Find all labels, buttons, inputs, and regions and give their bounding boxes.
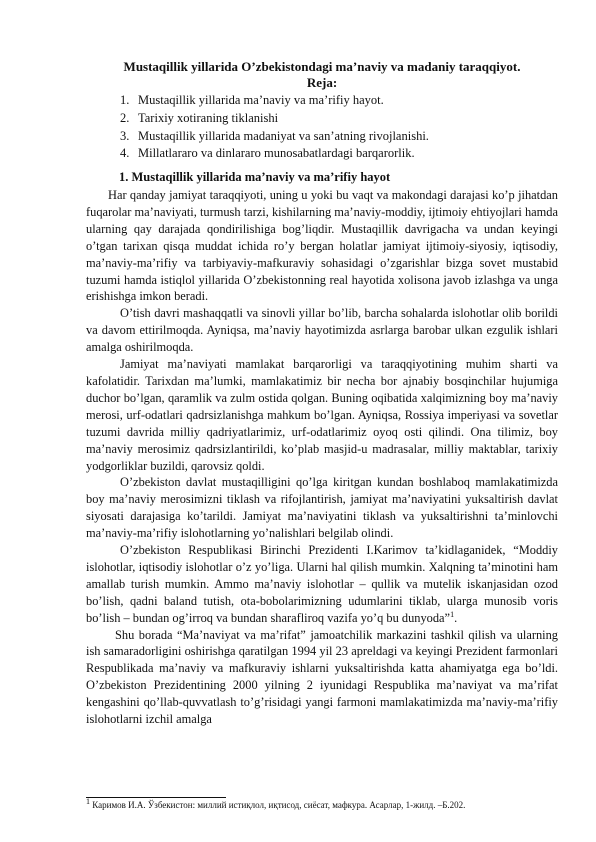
plan-item-text: Tarixiy xotiraning tiklanishi [138, 110, 279, 125]
plan-item-text: Mustaqillik yillarida ma’naviy va ma’rifiy hayot. [138, 93, 384, 107]
document-title [86, 59, 558, 74]
footnote-divider [86, 797, 226, 798]
plan-item [120, 145, 429, 163]
paragraph: Jamiyat ma’naviyati mamlakat barqarorligi va taraqqiyotining muhim sharti va kafolatidir. Tarixdan ma’lumki, mamlakatimiz bir necha bor ajnabiy bosqinchilar hujumiga duchor bo’lgan, qaramlik va zulm ostida qolgan. Buning oqibatida xalqimizning boy ma’naviy merosi, urf-odatlari qadrsizlanishga mahkum bo’lgan. Ayniqsa, Rossiya imperiyasi va sovetlar tuzumi davrida milliy qadriyatlarimiz, urf-odatlarimiz oyoq osti qilindi. Ona tilimiz, boy ma’naviy merosimiz qadrsizlantirildi, ko’plab masjid-u madrasalar, milliy maktablar, tarixiy yodgorliklar buzildi, qarovsiz qoldi. [86, 357, 558, 473]
plan-item-number: 3. [120, 128, 130, 143]
body-text [86, 187, 558, 728]
plan-item-number: 1. [120, 93, 130, 107]
plan-item-text: Mustaqillik yillarida madaniyat va san’atning rivojlanishi. [138, 128, 429, 143]
paragraph: O’zbekiston davlat mustaqilligini qo’lga kiritgan kundan boshlaboq mamlakatimizda boy ma’naviy merosimizni tiklash va rifojlantirish, jamiyat ma’naviyatini yuksaltirish davlat siyosati darajasiga ko’tarildi. Jamiyat ma’naviyatini tiklash va yuksaltirishni ta’minlovchi ma’naviy-ma’rifiy islohotlarning yo’nalishlari belgilab olindi. [86, 475, 558, 541]
section-heading: 1. Mustaqillik yillarida ma’naviy va ma’rifiy hayot [119, 170, 391, 184]
plan-item [120, 128, 429, 146]
plan-item-number: 4. [120, 146, 130, 161]
plan-item [120, 110, 429, 128]
plan-item-text: Millatlararo va dinlararo munosabatlardagi barqarorlik. [138, 146, 415, 161]
title-text: Mustaqillik yillarida O’zbekistondagi ma’naviy va madaniy taraqqiyot [123, 59, 518, 74]
paragraph: Har qanday jamiyat taraqqiyoti, uning u yoki bu vaqt va makondagi darajasi ko’p jihatdan fuqarolar ma’naviyati, turmush tarzi, kishilarning ma’naviy-moddiy, ijtimoiy ehtiyojlari hamda ularning qay darajada qondirilishiga bog’liqdir. Mustaqillik davrigacha va undan keyingi o’tgan tarixan qisqa muddat ichida ro’y bergan holatlar jamiyat ijtimoiy-siyosiy, iqtisodiy, ma’naviy-ma’rifiy va tarbiyaviy-mafkuraviy sohasidagi o’zgarishlar bizga sovet mustabid tuzumi hamda istiqlol yillarida O’zbekistonning real hayotida xolisona javob izlashga va unga erishishga imkon beradi. [86, 188, 558, 304]
plan-item [120, 92, 429, 110]
paragraph-with-footnote [86, 542, 558, 627]
footnote-reference[interactable]: 1 [450, 609, 455, 619]
title-period: . [517, 59, 521, 74]
plan-list [120, 92, 429, 163]
paragraph: Shu borada “Ma’naviyat va ma’rifat” jamoatchilik markazini tashkil qilish va ularning ish samaradorligini oshirishga qaratilgan 1994 yil 23 apreldagi va keyingi Prezident farmonlari Respublikada ma’naviy va mafkuraviy ishlarni yuksaltirishda katta ahamiyatga ega bo’ldi. O’zbekiston Prezidentining 2000 yilning 2 iyunidagi Respublika ma’naviyat va ma’rifat kengashini qo’llab-quvvatlash to’g’risidagi yangi farmoni mamlakatimizda ma’naviy-ma’rifiy islohotlarni izchil amalga [86, 627, 558, 727]
paragraph-text: O’zbekiston Respublikasi Birinchi Prezidenti I.Karimov ta’kidlaganidek, “Moddiy islohotlar, iqtisodiy islohotlar o’z yo’liga. Ularni hal qilish mumkin. Xalqning ta’minotini ham amallab turish mumkin. Ammo ma’naviy islohotlar – qullik va mutelik iskanjasidan ozod bo’lish, qadni baland tutish, ota-bobolarimizning udumlarini tiklab, ularga munosib voris bo’lish – bundan og’irroq va bundan sharafliroq vazifa yo’q bu dunyoda” [86, 543, 558, 625]
footnote-text: Каримов И.А. Ўзбекистон: миллий истиқлол, иқтисод, сиёсат, мафкура. Асарлар, 1-жилд. –Б.202. [92, 800, 466, 810]
paragraph-end: . [454, 610, 458, 625]
plan-item-number: 2. [120, 110, 130, 125]
footnote-marker: 1 [86, 797, 90, 806]
plan-heading: Reja: [306, 75, 338, 90]
paragraph: O’tish davri mashaqqatli va sinovli yillar bo’lib, barcha sohalarda islohotlar olib borildi va davom ettirilmoqda. Ayniqsa, ma’naviy hayotimizda asrlarga barobar ulkan ezgulik ishlari amalga oshirilmoqda. [86, 306, 558, 355]
footnote [86, 797, 558, 811]
